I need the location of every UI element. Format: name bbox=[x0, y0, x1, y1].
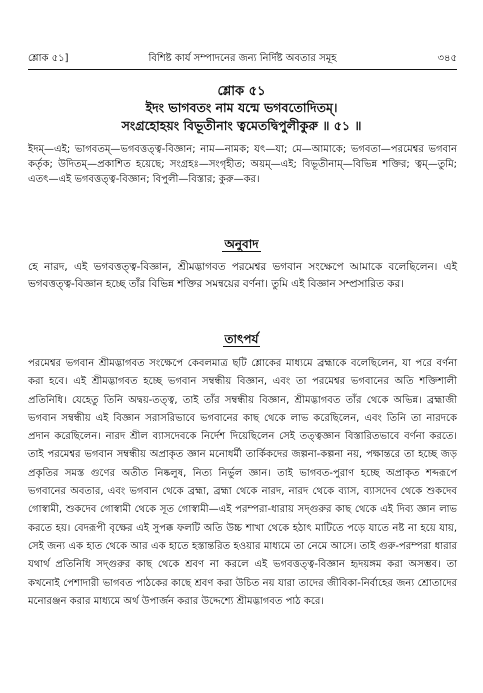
verse-line-1: ইদং ভাগবতং নাম যন্মে ভগবতোদিতম্‌। bbox=[145, 100, 338, 115]
page-number: ৩৪৫ bbox=[437, 53, 457, 64]
translation-section bbox=[28, 259, 457, 293]
purport-heading bbox=[0, 331, 483, 351]
word-synonyms bbox=[28, 142, 457, 188]
header-verse-ref: শ্লোক ৫১] bbox=[28, 53, 69, 64]
header-rule bbox=[28, 69, 457, 70]
translation-heading bbox=[0, 236, 483, 256]
sloka-heading: শ্লোক ৫১ bbox=[217, 84, 266, 99]
purport-section bbox=[28, 355, 457, 611]
translation-heading-label: অনুবাদ bbox=[224, 237, 259, 251]
purport-text: পরমেশ্বর ভগবান শ্রীমদ্ভাগবত সংক্ষেপে কেবলমাত্র ছটি শ্লোকের মাধ্যমে ব্রহ্মাকে বলেছিলেন, যা পরে বর্ণনা করা হবে। এই শ্রীমদ্ভাগবত হচ্ছে ভগবান সম্বন্ধীয় বিজ্ঞান, এবং তা পরমেশ্বর ভগবানের অতি শক্তিশালী প্রতিনিধি। যেহেতু তিনি অদ্বয়-তত্ত্ব, তাই তাঁর সম্বন্ধীয় বিজ্ঞান, শ্রীমদ্ভাগবত তাঁর থেকে অভিন্ন। ব্রহ্মাজী ভগবান সম্বন্ধীয় এই বিজ্ঞান সরাসরিভাবে ভগবানের কাছ থেকে লাভ করেছিলেন, এবং তিনি তা নারদকে প্রদান করেছিলেন। নারদ শ্রীল ব্যাসদেবকে নির্দেশ দিয়েছিলেন সেই তত্ত্বজ্ঞান বিস্তারিতভাবে বর্ণনা করতে। তাই পরমেশ্বর ভগবান সম্বন্ধীয় অপ্রাকৃত জ্ঞান মনোধর্মী তার্কিকদের জল্পনা-কল্পনা নয়, পক্ষান্তরে তা হচ্ছে জড় প্রকৃতির সমস্ত গুণের অতীত নিষ্কলুষ, নিত্য নির্ভুল জ্ঞান। তাই ভাগবত-পুরাণ হচ্ছে অপ্রাকৃত শব্দরূপে ভগবানের অবতার, এবং ভগবান থেকে ব্রহ্মা, ব্রহ্মা থেকে নারদ, নারদ থেকে ব্যাস, ব্যাসদেব থেকে শুকদেব গোস্বামী, শুকদেব গোস্বামী থেকে সূত গোস্বামী—এই পরম্পরা-ধারায় সদ্গুরুর কাছ থেকে এই দিব্য জ্ঞান লাভ করতে হয়। বেদরূপী বৃক্ষের এই সুপক্ক ফলটি অতি উচ্চ শাখা থেকে হঠাৎ মাটিতে পড়ে যাতে নষ্ট না হয়ে যায়, সেই জন্য এক হাত থেকে আর এক হাতে হস্তান্তরিত হওয়ার মাধ্যমে তা নেমে আসে। তাই গুরু-পরম্পরা ধারার যথার্থ প্রতিনিধি সদ্গুরুর কাছ থেকে শ্রবণ না করলে এই ভগবত্তত্ত্ব-বিজ্ঞান হৃদয়ঙ্গম করা অসম্ভব। তা কখনোই পেশাদারী ভাগবত পাঠকের কাছে শ্রবণ করা উচিত নয় যারা তাদের জীবিকা-নির্বাহের জন্য শ্রোতাদের মনোরঞ্জন করার মাধ্যমে অর্থ উপার্জন করার উদ্দেশ্যে শ্রীমদ্ভাগবত পাঠ করে। bbox=[28, 358, 457, 607]
header-chapter-title: বিশিষ্ট কার্য সম্পাদনের জন্য নির্দিষ্ট অবতার সমূহ bbox=[148, 53, 337, 64]
purport-heading-label: তাৎপর্য bbox=[224, 332, 259, 346]
synonyms-text: ইদম্‌—এই; ভাগবতম্‌—ভগবত্তত্ত্ব-বিজ্ঞান; নাম—নামক; যৎ—যা; মে—আমাকে; ভগবতা—পরমেশ্বর ভগবান কর্তৃক; উদিতম্‌—প্রকাশিত হয়েছে; সংগ্রহঃ—সংগৃহীত; অয়ম্‌—এই; বিভূতীনাম্‌—বিভিন্ন শক্তির; ত্বম্‌—তুমি; এতৎ—এই ভগবত্তত্ত্ব-বিজ্ঞান; বিপুলী—বিস্তার; কুরু—কর। bbox=[28, 144, 457, 186]
verse-line-2: সংগ্রহোহয়ং বিভূতীনাং ত্বমেতদ্বিপুলীকুরু ॥ ৫১ ॥ bbox=[121, 118, 362, 133]
sanskrit-verse bbox=[0, 99, 483, 135]
translation-text: হে নারদ, এই ভগবত্তত্ত্ব-বিজ্ঞান, শ্রীমদ্ভাগবত পরমেশ্বর ভগবান সংক্ষেপে আমাকে বলেছিলেন। এই ভগবত্তত্ত্ব-বিজ্ঞান হচ্ছে তাঁর বিভিন্ন শক্তির সমন্বয়ের বর্ণনা। তুমি এই বিজ্ঞান সম্প্রসারিত কর। bbox=[28, 261, 457, 290]
